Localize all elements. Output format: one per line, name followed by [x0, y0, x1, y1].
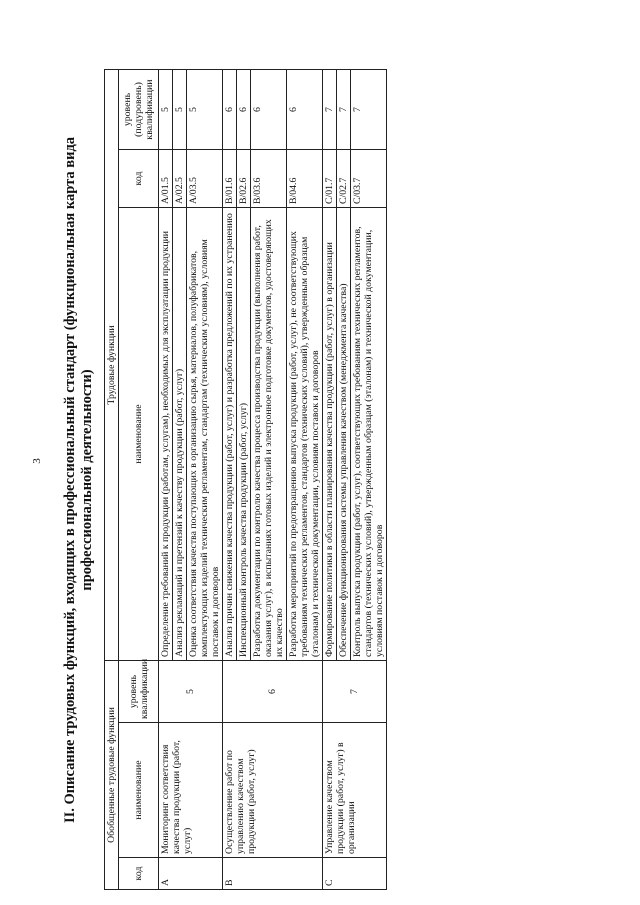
function-code: B/03.6: [251, 150, 287, 208]
group-level: 5: [159, 661, 223, 723]
function-name: Разработка документации по контролю качества процесса производства продукции (выполнения работ, оказания услуг), в испытаниях готовых изделий и электронное подготовке документов, удостоверяющих их качество: [251, 208, 287, 661]
function-code: A/03.5: [187, 150, 223, 208]
function-name: Обеспечение функционирования системы управления качеством (менеджмента качества): [337, 208, 351, 661]
function-name: Анализ причин снижения качества продукции (работ, услуг) и разработка предложений по их устранению: [223, 208, 237, 661]
function-name: Контроль выпуска продукции (работ, услуг), соответствующих требованиям технических регламентов, стандартов (технических условий), утвержденным образцам (эталонам) и технической документации, условиям поставок и договоров: [351, 208, 387, 661]
function-name: Инспекционный контроль качества продукции (работ, услуг): [237, 208, 251, 661]
function-name: Анализ рекламаций и претензий к качеству продукции (работ, услуг): [173, 208, 187, 661]
function-code: C/02.7: [337, 150, 351, 208]
section-title: [62, 70, 96, 890]
function-sublevel: 6: [287, 70, 323, 150]
function-code: C/03.7: [351, 150, 387, 208]
header-sublevel: уровень (подуровень) квалификации: [119, 70, 159, 150]
group-level: 6: [223, 661, 323, 723]
function-code: C/01.7: [323, 150, 337, 208]
function-sublevel: 5: [173, 70, 187, 150]
group-name: Мониторинг соответствия качества продукции (работ, услуг): [159, 723, 223, 858]
function-sublevel: 6: [223, 70, 237, 150]
header-level: уровень квалификации: [119, 661, 159, 723]
function-sublevel: 6: [251, 70, 287, 150]
function-sublevel: 7: [323, 70, 337, 150]
rotated-page-content: [62, 70, 582, 890]
group-code: B: [223, 858, 323, 890]
function-code: A/01.5: [159, 150, 173, 208]
header-code: код: [119, 858, 159, 890]
header-labor-name: наименование: [119, 208, 159, 661]
group-level: 7: [323, 661, 387, 723]
header-labor-code: код: [119, 150, 159, 208]
header-generalized-functions: Обобщенные трудовые функции: [105, 661, 119, 890]
function-name: Разработка мероприятий по предотвращению выпуска продукции (работ, услуг), не соответствующих требованиям технических регламентов, стандартов (технических условий), утвержденным образцам (эталонам) и технической документации, условиям поставок и договоров: [287, 208, 323, 661]
function-name: Определение требований к продукции (работам, услугам), необходимых для эксплуатации продукции: [159, 208, 173, 661]
function-name: Формирование политики в области планирования качества продукции (работ, услуг) в организации: [323, 208, 337, 661]
function-sublevel: 7: [337, 70, 351, 150]
title-line-2: профессиональной деятельности): [79, 369, 95, 591]
function-sublevel: 5: [159, 70, 173, 150]
function-code: B/04.6: [287, 150, 323, 208]
page-number: 3: [30, 458, 43, 464]
function-code: B/01.6: [223, 150, 237, 208]
table-row: [223, 70, 237, 890]
function-sublevel: 6: [237, 70, 251, 150]
group-name: Осуществление работ по управлению качеством продукции (работ, услуг): [223, 723, 323, 858]
group-code: A: [159, 858, 223, 890]
function-code: A/02.5: [173, 150, 187, 208]
table-row: [159, 70, 173, 890]
function-code: B/02.6: [237, 150, 251, 208]
header-labor-functions: Трудовые функции: [105, 70, 119, 661]
function-name: Оценка соответствия качества поступающих в организацию сырья, материалов, полуфабрикатов, комплектующих изделий техническим регламентам, стандартам (техническим условиям), условиям поставок и договоров: [187, 208, 223, 661]
header-name: наименование: [119, 723, 159, 858]
function-sublevel: 7: [351, 70, 387, 150]
group-name: Управление качеством продукции (работ, услуг) в организации: [323, 723, 387, 858]
functional-map-table: [104, 69, 387, 890]
table-row: [323, 70, 337, 890]
function-sublevel: 5: [187, 70, 223, 150]
title-line-1: II. Описание трудовых функций, входящих в профессиональный стандарт (функциональная карта вида: [62, 136, 78, 824]
group-code: C: [323, 858, 387, 890]
